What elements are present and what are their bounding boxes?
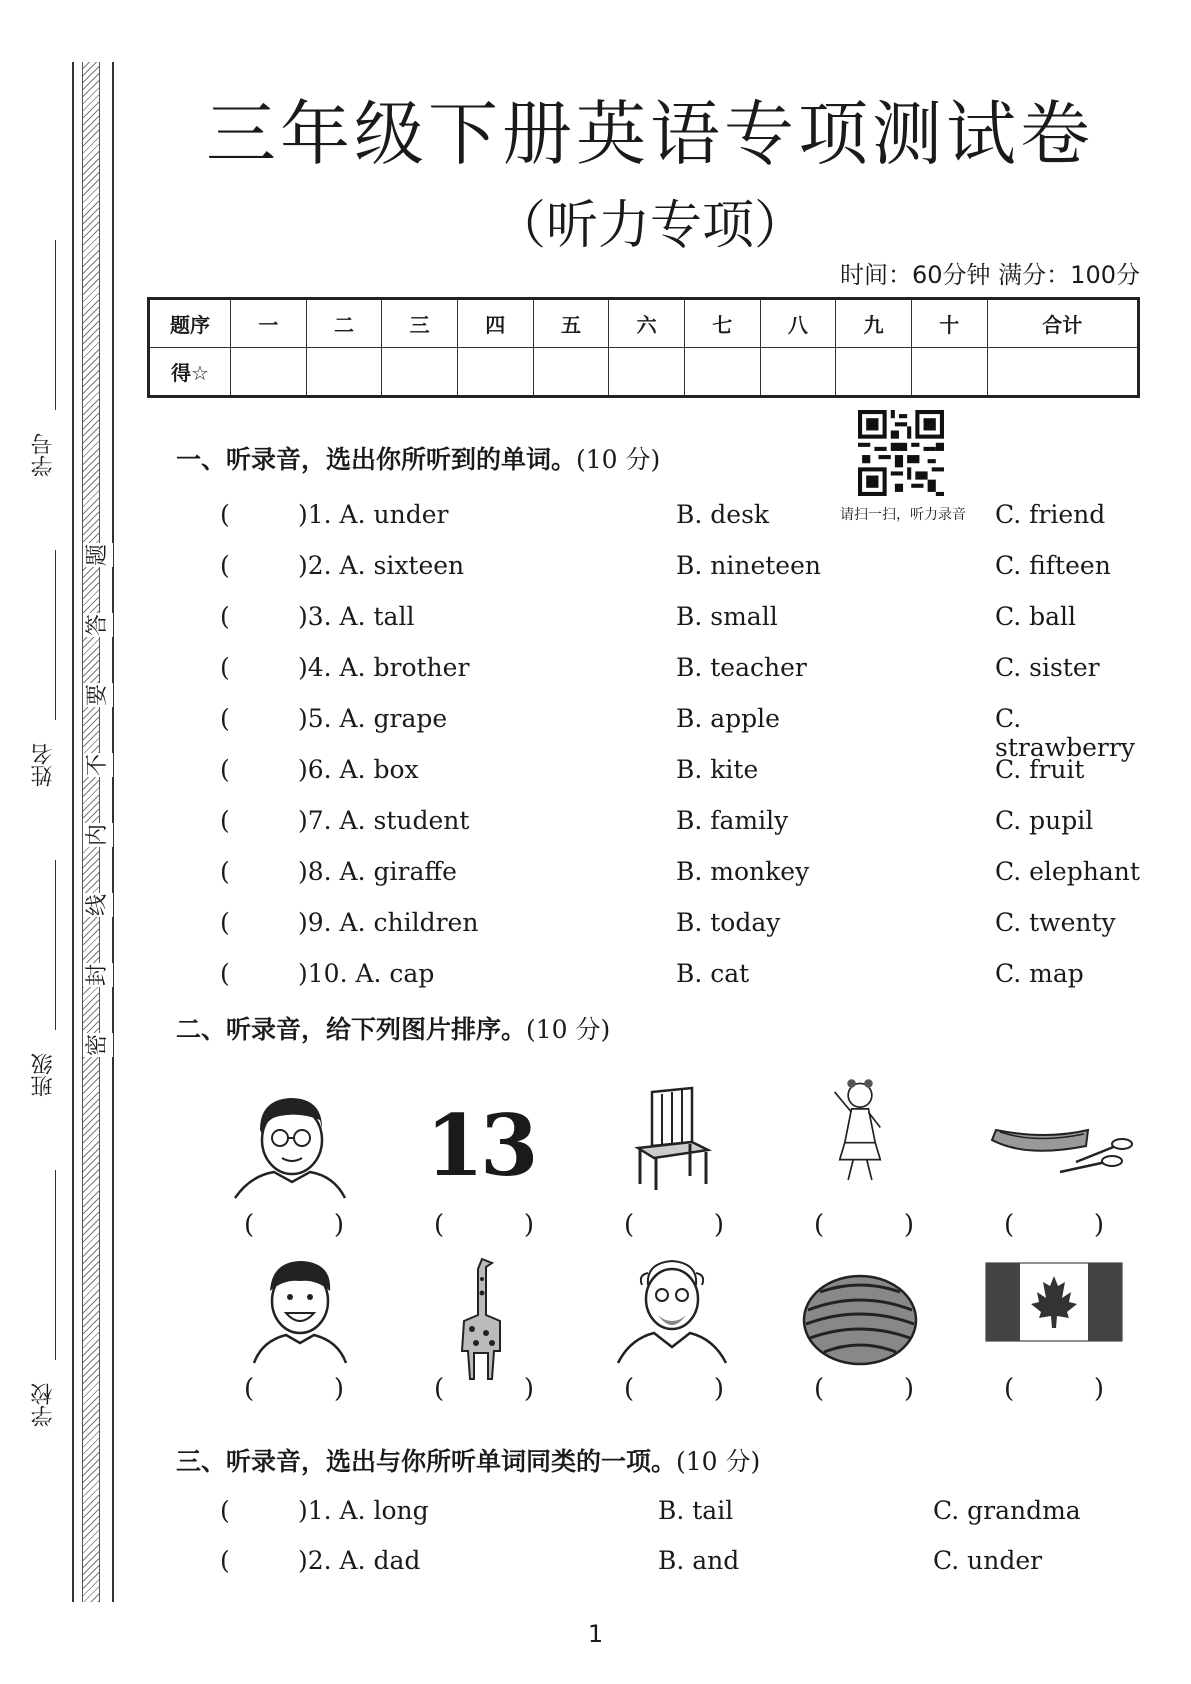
score-header-cell: 题序	[149, 299, 231, 348]
option-b: B. kite	[676, 755, 759, 784]
canada-flag-icon	[985, 1262, 1123, 1342]
picture-answer-blank[interactable]	[1004, 1374, 1104, 1404]
score-header-cell: 一	[231, 299, 307, 348]
boy-with-glasses-icon	[230, 1090, 350, 1200]
qr-code-icon[interactable]	[858, 410, 944, 496]
section1-heading-text: 一、听录音，选出你所听到的单词。	[176, 445, 577, 474]
score-cell[interactable]	[684, 348, 760, 397]
line-class	[55, 860, 56, 1030]
answer-blank[interactable]: (	[220, 806, 230, 835]
score-table-header	[149, 299, 1139, 348]
line-name	[55, 550, 56, 720]
option-b: B. teacher	[676, 653, 807, 682]
label-name: 姓名	[31, 743, 56, 787]
option-c: C. under	[933, 1546, 1043, 1575]
answer-blank[interactable]: (	[220, 1496, 230, 1525]
section2-heading-text: 二、听录音，给下列图片排序。	[176, 1015, 527, 1044]
seal-line-warning	[86, 540, 110, 1060]
paren-close: )	[333, 1374, 344, 1404]
binding-margin	[0, 0, 130, 1684]
score-cell[interactable]	[231, 348, 307, 397]
answer-blank[interactable]: (	[220, 908, 230, 937]
score-cell[interactable]	[609, 348, 685, 397]
option-b: B. small	[676, 602, 778, 631]
option-b: B. apple	[676, 704, 780, 733]
score-row-label: 得☆	[149, 348, 231, 397]
section2-points: (10 分)	[526, 1015, 611, 1044]
answer-blank[interactable]: (	[220, 755, 230, 784]
warning-char: 内	[83, 823, 113, 847]
question-num-option-a: )9. A. children	[298, 908, 479, 937]
time-info: 时间：60分钟 满分：100分	[840, 261, 1140, 289]
label-student-id: 学号	[31, 433, 56, 477]
section1-heading	[176, 440, 660, 476]
picture-answer-blank[interactable]	[624, 1374, 724, 1404]
score-table	[147, 297, 1140, 398]
option-b: B. nineteen	[676, 551, 821, 580]
question-num-option-a: )2. A. dad	[298, 1546, 421, 1575]
paren-open: (	[1004, 1374, 1015, 1404]
score-table-row	[149, 348, 1139, 397]
question-row	[220, 806, 1160, 842]
score-cell[interactable]	[382, 348, 458, 397]
warning-char: 答	[83, 613, 113, 637]
margin-rule-outer	[72, 62, 74, 1602]
section3-heading-text: 三、听录音，选出与你所听单词同类的一项。	[176, 1447, 677, 1476]
section3-points: (10 分)	[676, 1447, 761, 1476]
paren-close: )	[713, 1374, 724, 1404]
option-b: B. cat	[676, 959, 750, 988]
picture-answer-blank[interactable]	[1004, 1210, 1104, 1240]
option-b: B. desk	[676, 500, 770, 529]
score-header-cell: 九	[836, 299, 912, 348]
paren-close: )	[523, 1210, 534, 1240]
paren-open: (	[244, 1374, 255, 1404]
score-header-cell: 八	[760, 299, 836, 348]
question-row	[220, 755, 1160, 791]
question-row	[220, 1496, 1160, 1532]
answer-blank[interactable]: (	[220, 551, 230, 580]
question-num-option-a: )1. A. long	[298, 1496, 429, 1525]
answer-blank[interactable]: (	[220, 959, 230, 988]
option-c: C. ball	[995, 602, 1077, 631]
question-num-option-a: )6. A. box	[298, 755, 419, 784]
option-c: C. elephant	[995, 857, 1140, 886]
score-header-cell: 三	[382, 299, 458, 348]
score-header-cell: 五	[533, 299, 609, 348]
question-num-option-a: )10. A. cap	[298, 959, 435, 988]
page-title: 三年级下册英语专项测试卷	[206, 93, 1094, 175]
warning-char: 线	[83, 893, 113, 917]
option-b: B. today	[676, 908, 781, 937]
girl-waving-icon	[800, 1075, 920, 1185]
label-class: 班级	[31, 1053, 56, 1097]
option-b: B. tail	[658, 1496, 734, 1525]
score-header-cell: 四	[457, 299, 533, 348]
question-row	[220, 857, 1160, 893]
answer-blank[interactable]: (	[220, 500, 230, 529]
section3-heading	[176, 1442, 760, 1478]
question-num-option-a: )2. A. sixteen	[298, 551, 465, 580]
paren-close: )	[713, 1210, 724, 1240]
option-b: B. family	[676, 806, 789, 835]
score-header-cell: 六	[609, 299, 685, 348]
question-row	[220, 1546, 1160, 1582]
section1-points: (10 分)	[576, 445, 661, 474]
warning-char: 密	[83, 1033, 113, 1057]
paren-close: )	[333, 1210, 344, 1240]
option-c: C. pupil	[995, 806, 1094, 835]
option-c: C. strawberry	[995, 704, 1135, 762]
answer-blank[interactable]: (	[220, 602, 230, 631]
paren-close: )	[1093, 1210, 1104, 1240]
section2-heading	[176, 1010, 610, 1046]
score-header-cell: 二	[306, 299, 382, 348]
warning-char: 要	[83, 683, 113, 707]
picture-answer-blank[interactable]	[624, 1210, 724, 1240]
picture-answer-blank[interactable]	[434, 1210, 534, 1240]
grandpa-icon	[612, 1255, 732, 1365]
question-row	[220, 500, 1160, 536]
line-student-id	[55, 240, 56, 410]
score-header-cell: 十	[911, 299, 987, 348]
option-c: C. fruit	[995, 755, 1085, 784]
option-c: C. friend	[995, 500, 1106, 529]
question-num-option-a: )4. A. brother	[298, 653, 470, 682]
score-cell[interactable]	[987, 348, 1138, 397]
warning-char: 封	[83, 963, 113, 987]
score-cell[interactable]	[760, 348, 836, 397]
paren-close: )	[903, 1210, 914, 1240]
score-header-cell: 合计	[987, 299, 1138, 348]
question-num-option-a: )8. A. giraffe	[298, 857, 457, 886]
option-c: C. fifteen	[995, 551, 1111, 580]
option-c: C. sister	[995, 653, 1100, 682]
question-row	[220, 959, 1160, 995]
question-row	[220, 653, 1160, 689]
option-c: C. grandma	[933, 1496, 1081, 1525]
picture-answer-blank[interactable]	[434, 1374, 534, 1404]
score-cell[interactable]	[836, 348, 912, 397]
paren-close: )	[1093, 1374, 1104, 1404]
answer-blank[interactable]: (	[220, 704, 230, 733]
question-num-option-a: )3. A. tall	[298, 602, 415, 631]
paren-open: (	[624, 1374, 635, 1404]
paren-close: )	[523, 1374, 534, 1404]
paren-open: (	[244, 1210, 255, 1240]
answer-blank[interactable]: (	[220, 653, 230, 682]
question-row	[220, 908, 1160, 944]
line-school	[55, 1170, 56, 1360]
warning-char: 不	[83, 753, 113, 777]
watermelon-icon	[800, 1265, 920, 1375]
paren-open: (	[434, 1210, 445, 1240]
question-num-option-a: )7. A. student	[298, 806, 470, 835]
boat-and-paddles-icon	[986, 1110, 1136, 1190]
score-cell[interactable]	[911, 348, 987, 397]
answer-blank[interactable]: (	[220, 857, 230, 886]
qr-caption: 请扫一扫，听力录音	[840, 507, 966, 523]
answer-blank[interactable]: (	[220, 1546, 230, 1575]
option-b: B. monkey	[676, 857, 810, 886]
label-school: 学校	[31, 1383, 56, 1427]
picture-answer-blank[interactable]	[814, 1210, 914, 1240]
question-num-option-a: )1. A. under	[298, 500, 449, 529]
chair-icon	[612, 1082, 732, 1192]
question-num-option-a: )5. A. grape	[298, 704, 448, 733]
smiling-boy-icon	[240, 1255, 360, 1365]
score-cell[interactable]	[533, 348, 609, 397]
giraffe-icon	[420, 1255, 540, 1385]
option-c: C. twenty	[995, 908, 1116, 937]
number-13-picture: 13	[425, 1095, 535, 1195]
paren-open: (	[814, 1374, 825, 1404]
warning-char: 题	[83, 543, 113, 567]
page-number: 1	[587, 1620, 604, 1648]
option-b: B. and	[658, 1546, 740, 1575]
paren-open: (	[1004, 1210, 1015, 1240]
picture-answer-blank[interactable]	[244, 1374, 344, 1404]
paren-open: (	[434, 1374, 445, 1404]
picture-answer-blank[interactable]	[244, 1210, 344, 1240]
question-row	[220, 551, 1160, 587]
page-subtitle: （听力专项）	[493, 196, 806, 256]
score-cell[interactable]	[457, 348, 533, 397]
score-cell[interactable]	[306, 348, 382, 397]
question-row	[220, 602, 1160, 638]
paren-open: (	[814, 1210, 825, 1240]
paren-open: (	[624, 1210, 635, 1240]
paren-close: )	[903, 1374, 914, 1404]
score-header-cell: 七	[684, 299, 760, 348]
question-row	[220, 704, 1160, 762]
option-c: C. map	[995, 959, 1084, 988]
picture-answer-blank[interactable]	[814, 1374, 914, 1404]
